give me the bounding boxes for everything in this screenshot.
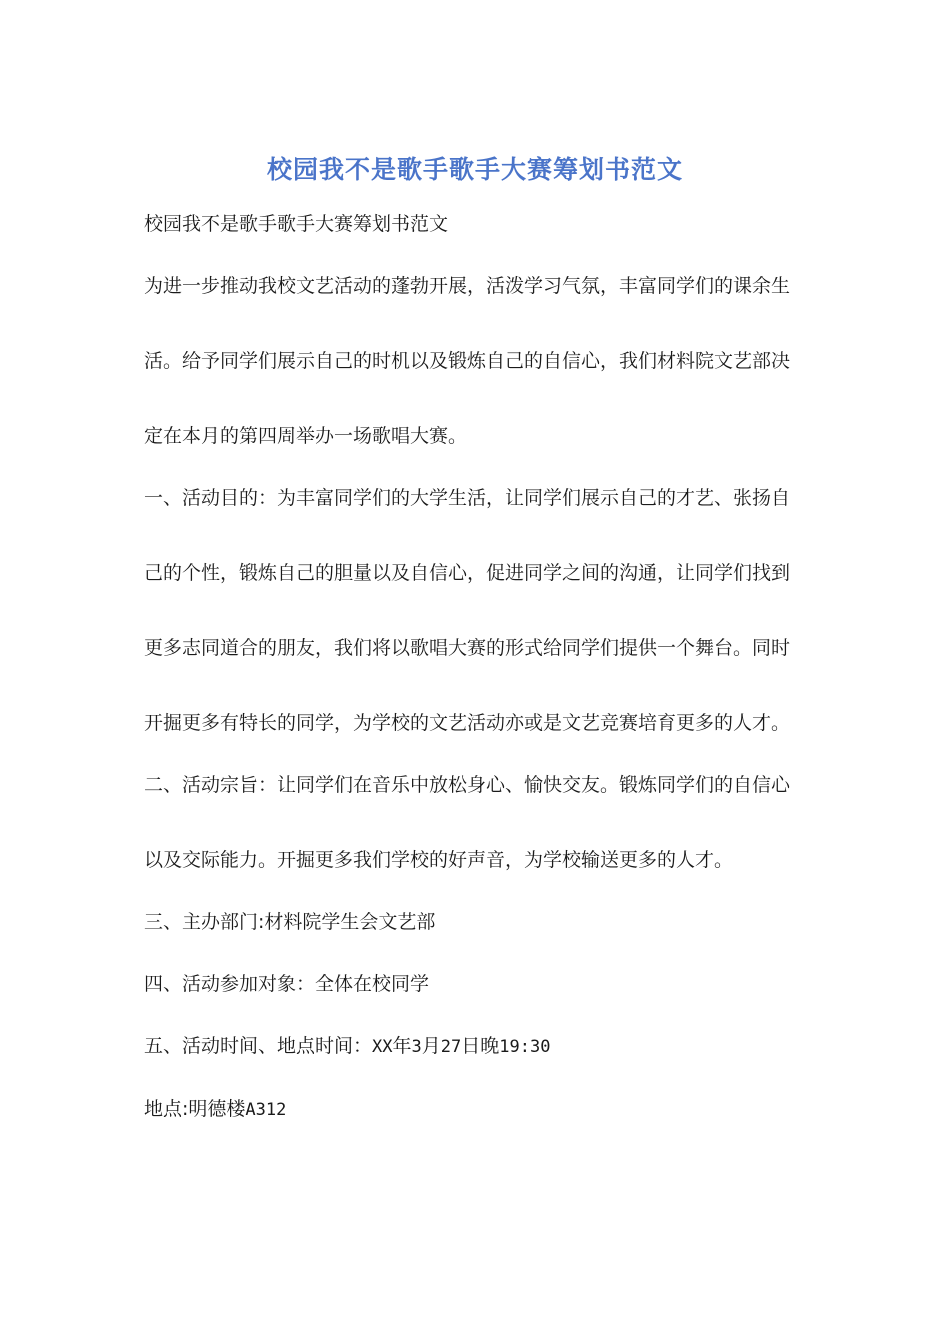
section5-prefix: 五、活动时间、地点时间：	[144, 1035, 373, 1057]
section5-time: 19:30	[499, 1037, 551, 1057]
section1-line-1: 一、活动目的：为丰富同学们的大学生活，让同学们展示自己的才艺、张扬自	[144, 487, 791, 509]
section1-line-3: 更多志同道合的朋友，我们将以歌唱大赛的形式给同学们提供一个舞台。同时	[144, 637, 791, 659]
location-line	[144, 1096, 804, 1123]
section5-year: XX	[372, 1037, 393, 1057]
section5-line	[144, 1033, 804, 1060]
document-title: 校园我不是歌手歌手大赛筹划书范文	[266, 155, 683, 184]
intro-line-3: 定在本月的第四周举办一场歌唱大赛。	[144, 425, 468, 447]
intro-line-2: 活。给予同学们展示自己的时机以及锻炼自己的自信心，我们材料院文艺部决	[144, 350, 791, 372]
intro-line-1: 为进一步推动我校文艺活动的蓬勃开展，活泼学习气氛，丰富同学们的课余生	[144, 275, 791, 297]
section5-month: 3	[411, 1037, 422, 1057]
section5-year-unit: 年	[392, 1035, 412, 1057]
section1-line-2: 己的个性，锻炼自己的胆量以及自信心，促进同学之间的沟通，让同学们找到	[144, 562, 791, 584]
section5-month-unit: 月	[421, 1035, 441, 1057]
section1-line-4: 开掘更多有特长的同学，为学校的文艺活动亦或是文艺竞赛培育更多的人才。	[144, 712, 791, 734]
section5-day: 27	[440, 1037, 462, 1057]
section3-line: 三、主办部门:材料院学生会文艺部	[144, 911, 436, 933]
document-subtitle: 校园我不是歌手歌手大赛筹划书范文	[144, 213, 449, 235]
section4-line: 四、活动参加对象：全体在校同学	[144, 973, 430, 995]
section2-line-1: 二、活动宗旨：让同学们在音乐中放松身心、愉快交友。锻炼同学们的自信心	[144, 774, 791, 796]
section5-day-unit: 日晚	[461, 1035, 500, 1057]
location-room: A312	[245, 1100, 287, 1120]
section2-line-2: 以及交际能力。开掘更多我们学校的好声音，为学校输送更多的人才。	[144, 849, 734, 871]
location-prefix: 地点:明德楼	[144, 1098, 246, 1120]
